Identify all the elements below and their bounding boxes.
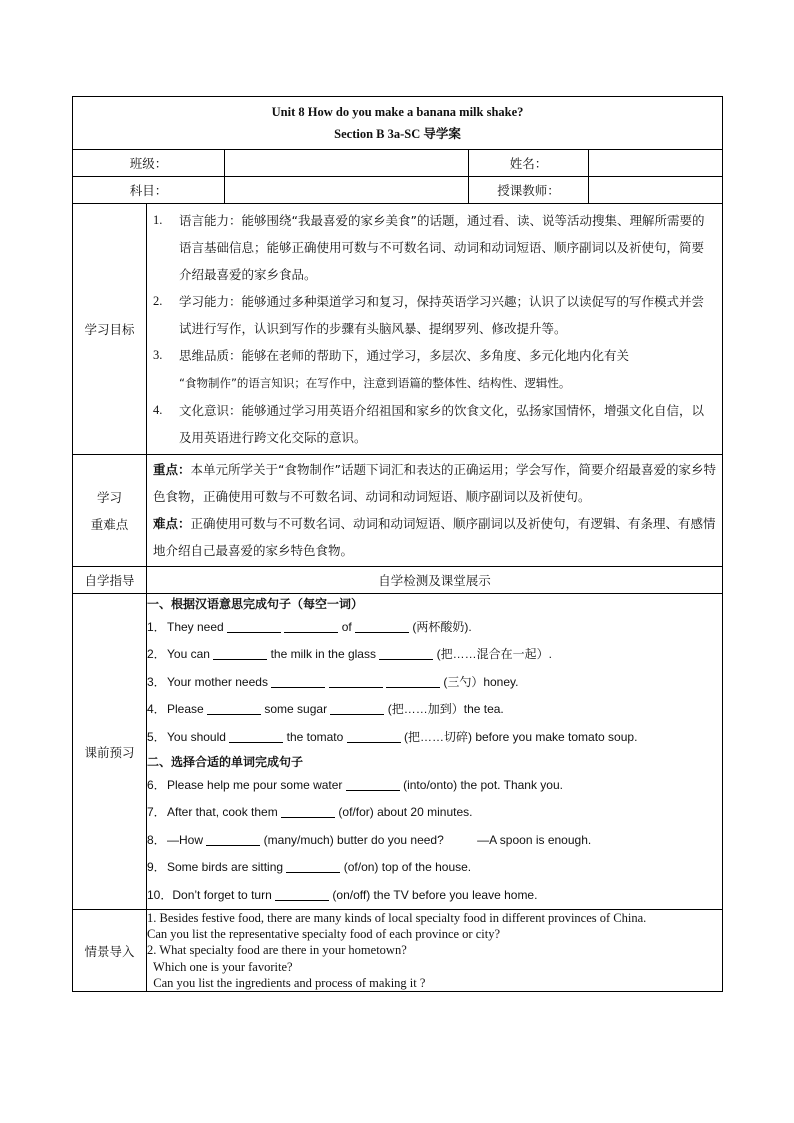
question-1: [147, 614, 722, 641]
title-cell: [73, 97, 723, 150]
teacher-label: 授课教师：: [469, 177, 589, 204]
section-1-title: 一、根据汉语意思完成句子（每空一词）: [147, 597, 364, 611]
difficult-point-label: 难点：: [153, 516, 191, 531]
objective-item: [147, 397, 714, 451]
answer-blank[interactable]: [386, 674, 440, 688]
question-text: Some birds are sitting: [167, 860, 287, 875]
objective-text: 文化意识：能够通过学习用英语介绍祖国和家乡的饮食文化，弘扬家国情怀，增强文化自信，以及用英语进行跨文化交际的意识。: [179, 403, 705, 445]
answer-blank[interactable]: [355, 619, 409, 633]
question-4: [147, 696, 722, 723]
question-number: 5．: [147, 729, 166, 744]
section-2-title: 二、选择合适的单词完成句子: [147, 755, 304, 770]
question-text: the milk in the glass: [267, 647, 380, 662]
question-9: [147, 854, 722, 881]
question-text: You can: [167, 647, 214, 662]
scene-line: Which one is your favorite?: [147, 959, 293, 974]
question-text: They need: [167, 620, 228, 634]
objectives-label: 学习目标: [73, 204, 147, 455]
question-number: 1．: [147, 620, 166, 634]
preview-row: [73, 594, 723, 910]
scene-line: Can you list the ingredients and process of making it ?: [147, 975, 426, 990]
question-text: some sugar: [261, 702, 331, 717]
preview-label: 课前预习: [73, 594, 147, 910]
preview-cell: [147, 594, 723, 910]
question-number: 4．: [147, 702, 166, 717]
scene-line: 1. Besides festive food, there are many kinds of local specialty food in different provinces of China.: [147, 911, 647, 926]
teacher-field[interactable]: [589, 177, 723, 204]
guide-content: 自学检测及课堂展示: [147, 567, 723, 594]
answer-blank[interactable]: [229, 729, 283, 743]
title-line-2: Section B 3a-SC 导学案: [334, 127, 461, 141]
scene-row: [73, 910, 723, 992]
question-text: (两杯酸奶).: [409, 620, 472, 634]
focus-label-line-2: 重难点: [90, 516, 129, 532]
question-text: (把……切碎) before you make tomato soup.: [400, 729, 638, 744]
question-8: [147, 827, 722, 854]
answer-blank[interactable]: [346, 777, 400, 791]
info-row-2: [73, 177, 723, 204]
question-number: 6．: [147, 778, 166, 793]
title-line-1: Unit 8 How do you make a banana milk shake?: [271, 105, 524, 119]
key-point-label: 重点：: [153, 462, 191, 477]
objective-text: 思维品质：能够在老师的帮助下，通过学习，多层次、多角度、多元化地内化有关: [179, 348, 630, 363]
answer-blank[interactable]: [379, 646, 433, 660]
difficult-point: [147, 510, 722, 564]
focus-label: [73, 455, 147, 567]
answer-blank[interactable]: [206, 832, 260, 846]
question-number: 8．: [147, 832, 166, 847]
key-point: [147, 456, 722, 510]
answer-blank[interactable]: [275, 887, 329, 901]
objectives-row: [73, 204, 723, 455]
question-text: (把……加到）the tea.: [384, 702, 504, 717]
question-text: the tomato: [283, 729, 347, 744]
answer-blank[interactable]: [271, 674, 325, 688]
objective-number: 1.: [153, 213, 163, 227]
objective-number: 4.: [153, 403, 163, 417]
focus-row: [73, 455, 723, 567]
question-10: [147, 882, 722, 909]
question-text: of: [338, 620, 356, 634]
question-text: After that, cook them: [167, 805, 282, 820]
question-text: (三勺）honey.: [439, 674, 519, 689]
question-number: 2．: [147, 647, 166, 662]
question-text: (on/off) the TV before you leave home.: [329, 887, 538, 902]
objective-number: 2.: [153, 294, 163, 308]
scene-line: 2. What specialty food are there in your hometown?: [147, 943, 407, 958]
info-row-1: [73, 150, 723, 177]
objective-item: [147, 207, 714, 288]
question-5: [147, 724, 722, 751]
answer-blank[interactable]: [281, 804, 335, 818]
question-text: Please help me pour some water: [167, 778, 346, 793]
guide-label: 自学指导: [73, 567, 147, 594]
question-7: [147, 799, 722, 826]
question-text: (of/for) about 20 minutes.: [335, 805, 473, 820]
answer-blank[interactable]: [284, 619, 338, 633]
question-text: Don’t forget to turn: [172, 887, 276, 902]
question-number: 9．: [147, 860, 166, 875]
question-text: Your mother needs: [167, 674, 272, 689]
answer-blank[interactable]: [227, 619, 281, 633]
question-6: [147, 772, 722, 799]
guide-row: [73, 567, 723, 594]
focus-label-line-1: 学习: [96, 489, 122, 505]
question-text: (many/much) butter do you need? —A spoon is enough.: [260, 832, 592, 847]
objective-text: 语言能力：能够围绕“我最喜爱的家乡美食”的话题，通过看、读、说等活动搜集、理解所需要的语言基础信息；能够正确使用可数与不可数名词、动词和动词短语、顺序副词以及祈使句，简要介绍最喜爱的家乡食品。: [179, 213, 705, 282]
difficult-point-text: 正确使用可数与不可数名词、动词和动词短语、顺序副词以及祈使句，有逻辑、有条理、有感情地介绍自己最喜爱的家乡特色食物。: [153, 516, 716, 558]
answer-blank[interactable]: [347, 729, 401, 743]
objectives-list: [147, 204, 722, 454]
class-field[interactable]: [225, 150, 469, 177]
name-field[interactable]: [589, 150, 723, 177]
question-2: [147, 641, 722, 668]
answer-blank[interactable]: [330, 701, 384, 715]
objective-item: [147, 288, 714, 342]
question-number: 7．: [147, 805, 166, 820]
title-row: [73, 97, 723, 150]
question-text: Please: [167, 702, 208, 717]
answer-blank[interactable]: [213, 646, 267, 660]
name-label: 姓名：: [469, 150, 589, 177]
question-text: (of/on) top of the house.: [340, 860, 472, 875]
objective-item: [147, 342, 714, 397]
objectives-cell: [147, 204, 723, 455]
question-number: 10．: [147, 887, 173, 902]
question-text: You should: [167, 729, 230, 744]
key-point-text: 本单元所学关于“食物制作”话题下词汇和表达的正确运用；学会写作，简要介绍最喜爱的家乡特色食物，正确使用可数与不可数名词、动词和动词短语、顺序副词以及祈使句。: [153, 462, 716, 504]
question-text: —How: [167, 832, 207, 847]
scene-label: 情景导入: [73, 910, 147, 992]
question-text: (into/onto) the pot. Thank you.: [399, 778, 563, 793]
class-label: 班级：: [73, 150, 225, 177]
answer-blank[interactable]: [286, 859, 340, 873]
objective-text-continued: “食物制作”的语言知识；在写作中，注意到语篇的整体性、结构性、逻辑性。: [179, 376, 571, 390]
question-text: (把……混合在一起）.: [433, 647, 552, 662]
focus-cell: [147, 455, 723, 567]
answer-blank[interactable]: [207, 701, 261, 715]
subject-field[interactable]: [225, 177, 469, 204]
scene-line: Can you list the representative specialty food of each province or city?: [147, 927, 500, 942]
objective-text: 学习能力：能够通过多种渠道学习和复习，保持英语学习兴趣；认识了以读促写的写作模式并尝试进行写作，认识到写作的步骤有头脑风暴、提纲罗列、修改提升等。: [179, 294, 705, 336]
study-guide-table: [72, 96, 723, 992]
question-3: [147, 669, 722, 696]
answer-blank[interactable]: [329, 674, 383, 688]
subject-label: 科目：: [73, 177, 225, 204]
objective-text-wrap: [179, 342, 714, 397]
objective-number: 3.: [153, 348, 163, 362]
question-number: 3．: [147, 674, 166, 689]
scene-cell: [147, 910, 723, 992]
